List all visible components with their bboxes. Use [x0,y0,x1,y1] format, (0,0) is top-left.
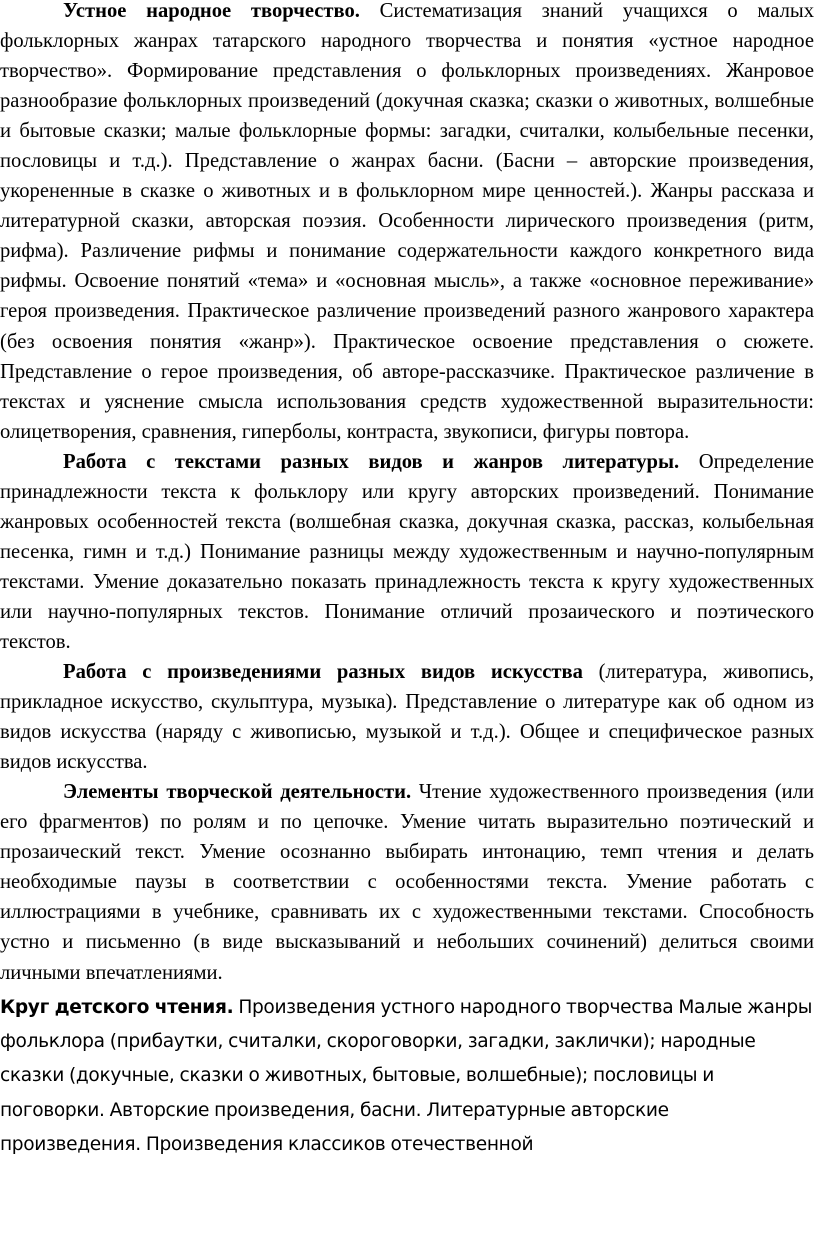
paragraph-body: (литература, живопись, прикладное искусство, скульптура, музыка). Представление о литературе как об одном из видов искусства (наряду с живописью, музыкой и т.д.). Общее и специфическое разных видов искусства. [0,661,814,774]
paragraph-children-reading [0,991,814,1163]
paragraph-heading: Работа с текстами разных видов и жанров литературы. [63,450,680,473]
paragraph-heading: Круг детского чтения. [0,996,234,1018]
paragraph-heading: Работа с произведениями разных видов искусства [63,661,583,684]
paragraph-heading: Элементы творческой деятельности. [63,781,412,804]
paragraph-body: Систематизация знаний учащихся о малых фольклорных жанрах татарского народного творчества и понятия «устное народное творчество». Формирование представления о фольклорных произведениях. Жанровое разнообразие фольклорных произведений (докучная сказка; сказки о животных, волшебные и бытовые сказки; малые фольклорные формы: загадки, считалки, колыбельные песенки, пословицы и т.д.). Представление о жанрах басни. (Басни – авторские произведения, укорененные в сказке о животных и в фольклорном мире ценностей.). Жанры рассказа и литературной сказки, авторская поэзия. Особенности лирического произведения (ритм, рифма). Различение рифмы и понимание содержательности каждого конкретного вида рифмы. Освоение понятий «тема» и «основная мысль», а также «основное переживание» героя произведения. Практическое различение произведений разного жанрового характера (без освоения понятия «жанр»). Практическое освоение представления о сюжете. Представление о герое произведения, об авторе-рассказчике. Практическое различение в текстах и уяснение смысла использования средств художественной выразительности: олицетворения, сравнения, гиперболы, контраста, звукописи, фигуры повтора. [0,0,814,443]
paragraph-folk-creativity [0,0,814,447]
paragraph-heading: Устное народное творчество. [63,0,360,22]
paragraph-body: Определение принадлежности текста к фольклору или кругу авторских произведений. Понимание жанровых особенностей текста (волшебная сказка, докучная сказка, рассказ, колыбельная песенка, гимн и т.д.) Понимание разницы между художественным и научно-популярным текстами. Умение доказательно показать принадлежность текста к кругу художественных или научно-популярных текстов. Понимание отличий прозаического и поэтического текстов. [0,450,814,653]
paragraph-body: Произведения устного народного творчества Малые жанры фольклора (прибаутки, считалки, скороговорки, загадки, заклички); народные сказки (докучные, сказки о животных, бытовые, волшебные); пословицы и поговорки. Авторские произведения, басни. Литературные авторские произведения. Произведения классиков отечественной [0,996,813,1156]
paragraph-art-kinds [0,657,814,777]
paragraph-body: Чтение художественного произведения (или его фрагментов) по ролям и по цепочке. Умение читать выразительно поэтический и прозаический текст. Умение осознанно выбирать интонацию, темп чтения и делать необходимые паузы в соответствии с особенностями текста. Умение работать с иллюстрациями в учебнике, сравнивать их с художественными текстами. Способность устно и письменно (в виде высказываний и небольших сочинений) делиться своими личными впечатлениями. [0,781,814,984]
paragraph-creative-activity [0,777,814,987]
paragraph-text-work [0,447,814,657]
